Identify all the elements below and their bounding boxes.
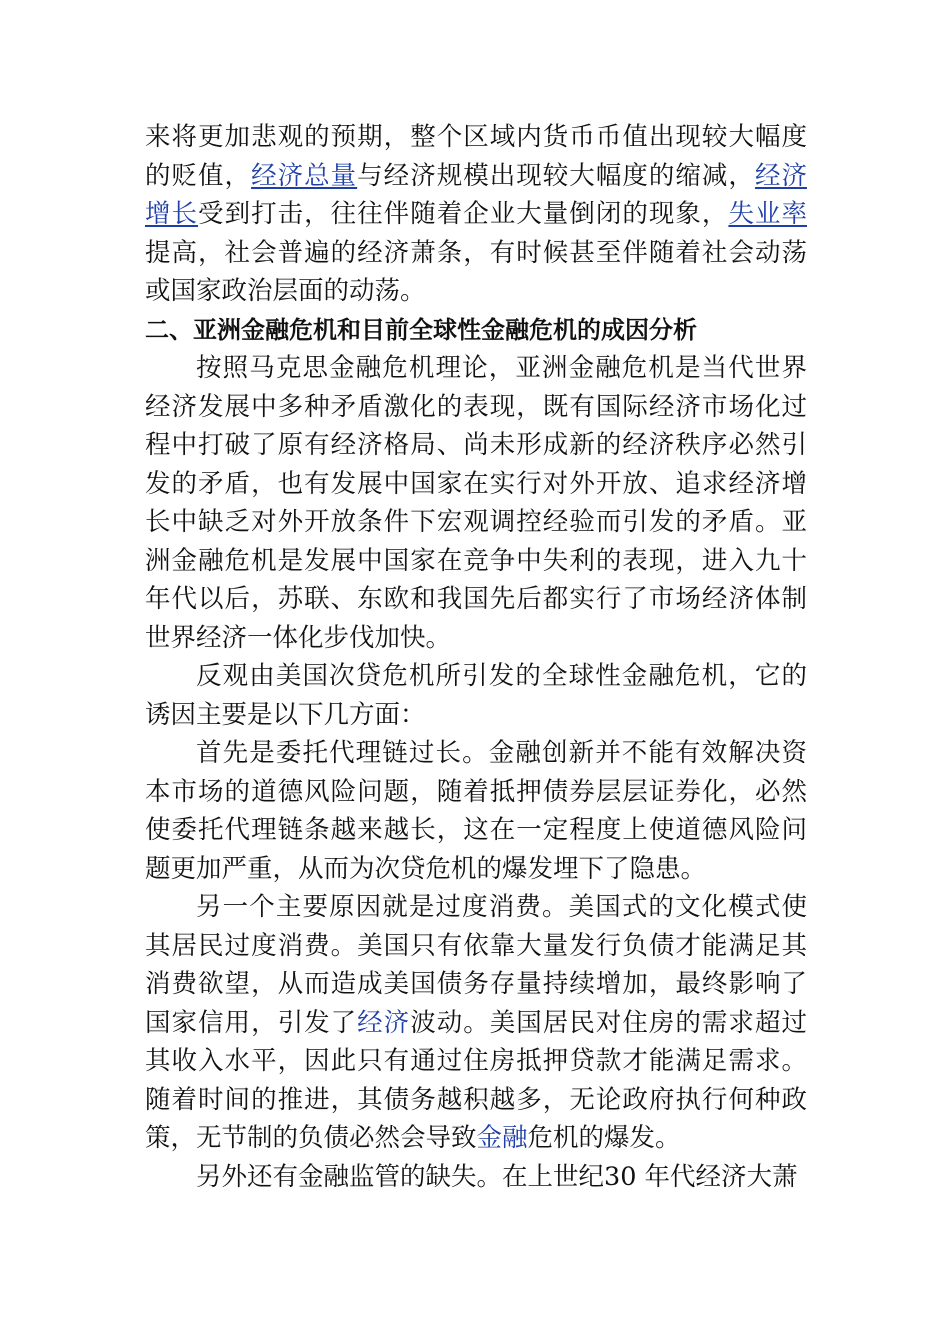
para2-line-text: 年代以后，苏联、东欧和我国先后都实行了市场经济体制	[145, 584, 807, 614]
para5-line6	[145, 1081, 807, 1120]
document-body	[145, 118, 807, 1196]
para2-line-text: 按照马克思金融危机理论，亚洲金融危机是当代世界	[196, 353, 807, 383]
para2-line-text: 经济发展中多种矛盾激化的表现，既有国际经济市场化过	[145, 391, 807, 422]
link-economy[interactable]: 经济	[357, 1007, 411, 1038]
para4-line-text: 使委托代理链条越来越长，这在一定程度上使道德风险问	[145, 815, 807, 845]
para5-line4-text-b: 波动。美国居民对住房的需求超过	[410, 1007, 807, 1038]
section-heading-text: 二、亚洲金融危机和目前全球性金融危机的成因分析	[145, 315, 697, 344]
para5-line5	[145, 1042, 807, 1081]
para5-line5-text: 其收入水平，因此只有通过住房抵押贷款才能满足需求。	[145, 1046, 807, 1076]
para1-line2	[145, 157, 807, 196]
para2-line-text: 程中打破了原有经济格局、尚未形成新的经济秩序必然引	[145, 430, 807, 460]
para4-line-text: 题更加严重，从而为次贷危机的爆发埋下了隐患。	[145, 853, 707, 884]
para5-line7	[145, 1119, 807, 1158]
para2-line	[145, 619, 807, 658]
para5-line4	[145, 1004, 807, 1043]
para5-line1-text: 另一个主要原因就是过度消费。美国式的文化模式使	[196, 892, 807, 922]
para5-line4-text-a: 国家信用，引发了	[145, 1007, 358, 1038]
para2-line	[145, 426, 807, 465]
para5-line2-text: 其居民过度消费。美国只有依靠大量发行负债才能满足其	[145, 930, 807, 961]
para3-line	[145, 696, 807, 735]
para6-line1	[145, 1158, 807, 1197]
para2-line	[145, 542, 807, 581]
para2-line	[145, 580, 807, 619]
link-finance[interactable]: 金融	[476, 1123, 528, 1153]
link-economic-growth-part2[interactable]: 增长	[145, 199, 199, 229]
para1-line3	[145, 195, 807, 234]
para2-line-text: 长中缺乏对外开放条件下宏观调控经验而引发的矛盾。亚	[145, 507, 807, 537]
para2-line-text: 洲金融危机是发展中国家在竞争中失利的表现，进入九十	[145, 545, 807, 576]
para1-line2-text-b: 与经济规模出现较大幅度的缩减，	[357, 160, 755, 191]
para2-line	[145, 388, 807, 427]
link-unemployment-rate[interactable]: 失业率	[728, 199, 807, 229]
para2-line-text: 发的矛盾，也有发展中国家在实行对外开放、追求经济增	[145, 468, 807, 499]
para4-line	[145, 811, 807, 850]
para1-line2-text-a: 的贬值，	[145, 160, 252, 191]
link-economic-growth-part1[interactable]: 经济	[754, 160, 807, 191]
para2-line	[145, 465, 807, 504]
para2-line	[145, 349, 807, 388]
para5-line3	[145, 965, 807, 1004]
para4-line	[145, 850, 807, 889]
para4-line-text: 首先是委托代理链过长。金融创新并不能有效解决资	[196, 738, 807, 768]
para1-line4	[145, 234, 807, 273]
para3-line-text: 反观由美国次贷危机所引发的全球性金融危机，它的	[196, 661, 807, 691]
para5-line7-text-b: 危机的爆发。	[527, 1123, 681, 1153]
para1-line4-text: 提高，社会普遍的经济萧条，有时候甚至伴随着社会动荡	[145, 237, 807, 268]
para1-line5-text: 或国家政治层面的动荡。	[145, 276, 426, 306]
para6-line1-text: 另外还有金融监管的缺失。在上世纪30 年代经济大萧	[196, 1161, 798, 1192]
link-economic-total[interactable]: 经济总量	[251, 160, 358, 191]
para1-line3-text: 受到打击，往往伴随着企业大量倒闭的现象，	[198, 199, 729, 229]
para3-line-text: 诱因主要是以下几方面：	[145, 699, 426, 730]
para5-line7-text-a: 策，无节制的负债必然会导致	[145, 1123, 477, 1153]
para4-line	[145, 734, 807, 773]
para5-line2	[145, 927, 807, 966]
para5-line1	[145, 888, 807, 927]
para1-line5	[145, 272, 807, 311]
para4-line	[145, 773, 807, 812]
para2-line-text: 世界经济一体化步伐加快。	[145, 622, 452, 653]
para1-line1-text: 来将更加悲观的预期，整个区域内货币币值出现较大幅度	[145, 122, 807, 152]
para1-line1	[145, 118, 807, 157]
para5-line6-text: 随着时间的推进，其债务越积越多，无论政府执行何种政	[145, 1084, 807, 1115]
section-heading	[145, 311, 807, 350]
para2-line	[145, 503, 807, 542]
para4-line-text: 本市场的道德风险问题，随着抵押债券层层证券化，必然	[145, 776, 807, 807]
para3-line	[145, 657, 807, 696]
para5-line3-text: 消费欲望，从而造成美国债务存量持续增加，最终影响了	[145, 969, 807, 999]
